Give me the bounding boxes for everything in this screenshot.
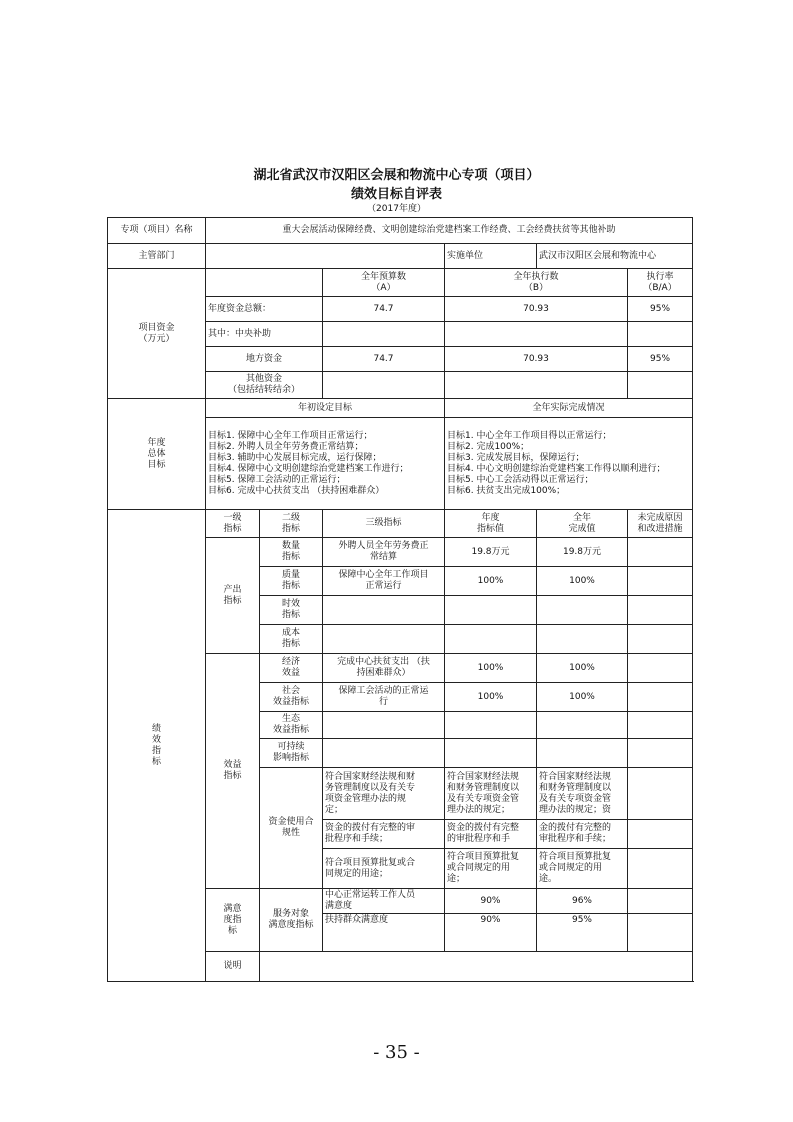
level3-cell: 保障中心全年工作项目 正常运行	[323, 567, 445, 596]
funds-row-label: 其他资金 （包括结转结余）	[206, 372, 323, 399]
dept-label: 主管部门	[108, 244, 206, 269]
level2-cell: 质量 指标	[260, 567, 323, 596]
level2-header: 二级 指标	[260, 510, 323, 538]
reason-cell	[628, 889, 693, 914]
reason-header: 未完成原因 和改进措施	[628, 510, 693, 538]
col-budget-header: 全年预算数 （A）	[323, 269, 445, 297]
target-cell: 符合项目预算批复 或合同规定的用 途；	[445, 849, 537, 889]
funds-exec: 70.93	[445, 297, 628, 322]
done-cell: 100%	[537, 654, 628, 683]
reason-cell	[628, 820, 693, 849]
actual-goals-text: 目标1. 中心全年工作项目得以正常运行； 目标2. 完成100%； 目标3. 完成发展目标，保障运行； 目标4. 中心文明创建综治党建档案工作得以顺利进行； 目标5. 中心工会活动得以正常运行； 目标6. 扶贫支出完成100%；	[445, 418, 693, 510]
target-cell	[445, 739, 537, 768]
col-exec-header: 全年执行数 （B）	[445, 269, 628, 297]
level3-cell	[323, 625, 445, 654]
benefit-indicators-label: 效益 指标	[206, 654, 260, 889]
planned-goals-header: 年初设定目标	[206, 399, 445, 418]
done-cell: 符合项目预算批复 或合同规定的用 途。	[537, 849, 628, 889]
level2-cell: 成本 指标	[260, 625, 323, 654]
funds-rate: 95%	[628, 297, 693, 322]
funds-budget	[323, 322, 445, 347]
done-cell: 19.8万元	[537, 538, 628, 567]
done-cell: 符合国家财经法规 和财务管理制度以 及有关专项资金管 理办法的规定；资	[537, 768, 628, 820]
target-cell: 90%	[445, 889, 537, 914]
note-value	[260, 952, 693, 982]
table-row	[108, 269, 693, 297]
target-cell	[445, 625, 537, 654]
dept-value	[206, 244, 445, 269]
reason-cell	[628, 712, 693, 739]
level3-cell	[323, 712, 445, 739]
funds-budget	[323, 372, 445, 399]
form-year: （2017年度）	[367, 204, 426, 214]
target-cell	[445, 596, 537, 625]
reason-cell	[628, 683, 693, 712]
unit-label: 实施单位	[445, 244, 537, 269]
planned-goals-text: 目标1. 保障中心全年工作项目正常运行； 目标2. 外聘人员全年劳务费正常结算； 目标3. 辅助中心发展目标完成，运行保障； 目标4. 保障中心文明创建综治党建档案工作进行； 目标5. 保障工会活动的正常运行； 目标6. 完成中心扶贫支出 （扶持困难群众）	[206, 418, 445, 510]
table-row	[108, 218, 693, 244]
funds-label: 项目资金 （万元）	[108, 269, 206, 399]
funds-budget: 74.7	[323, 297, 445, 322]
reason-cell	[628, 739, 693, 768]
table-row	[108, 244, 693, 269]
output-indicators-label: 产出 指标	[206, 538, 260, 654]
satisfaction-level2-label: 服务对象 满意度指标	[260, 889, 323, 952]
funds-exec	[445, 322, 628, 347]
satisfaction-indicators-label: 满意 度指 标	[206, 889, 260, 952]
unit-value: 武汉市汉阳区会展和物流中心	[537, 244, 693, 269]
level2-cell: 生态 效益指标	[260, 712, 323, 739]
level3-header: 三级指标	[323, 510, 445, 538]
done-cell: 金的拨付有完整的 审批程序和手续；	[537, 820, 628, 849]
level3-cell	[323, 596, 445, 625]
project-name-label: 专项（项目）名称	[108, 218, 206, 244]
level3-cell: 资金的拨付有完整的审 批程序和手续；	[323, 820, 445, 849]
level2-cell: 经济 效益	[260, 654, 323, 683]
target-cell: 19.8万元	[445, 538, 537, 567]
funds-rate	[628, 322, 693, 347]
level3-cell: 符合项目预算批复或合 同规定的用途；	[323, 849, 445, 889]
level3-cell: 符合国家财经法规和财 务管理制度以及有关专 项资金管理办法的规 定；	[323, 768, 445, 820]
done-header: 全年 完成值	[537, 510, 628, 538]
reason-cell	[628, 625, 693, 654]
funds-row-label: 年度资金总额：	[206, 297, 323, 322]
done-cell: 100%	[537, 567, 628, 596]
funds-row-label: 其中：中央补助	[206, 322, 323, 347]
target-cell: 100%	[445, 683, 537, 712]
evaluation-table	[107, 217, 693, 982]
done-cell: 100%	[537, 683, 628, 712]
reason-cell	[628, 768, 693, 820]
form-title: 湖北省武汉市汉阳区会展和物流中心专项（项目）	[253, 168, 540, 183]
goals-label: 年度 总体 目标	[108, 399, 206, 510]
done-cell	[537, 625, 628, 654]
level1-header: 一级 指标	[206, 510, 260, 538]
level3-cell: 外聘人员全年劳务费正 常结算	[323, 538, 445, 567]
project-name-value: 重大会展活动保障经费、文明创建综治党建档案工作经费、工会经费扶贫等其他补助	[206, 218, 693, 244]
target-cell: 90%	[445, 914, 537, 952]
level3-cell: 扶持群众满意度	[323, 914, 445, 952]
note-label: 说明	[206, 952, 260, 982]
funds-rate: 95%	[628, 347, 693, 372]
level3-cell: 保障工会活动的正常运 行	[323, 683, 445, 712]
done-cell	[537, 712, 628, 739]
level2-cell: 数量 指标	[260, 538, 323, 567]
done-cell: 96%	[537, 889, 628, 914]
reason-cell	[628, 914, 693, 952]
reason-cell	[628, 596, 693, 625]
target-cell: 符合国家财经法规 和财务管理制度以 及有关专项资金管 理办法的规定；	[445, 768, 537, 820]
col-rate-header: 执行率 （B/A）	[628, 269, 693, 297]
actual-goals-header: 全年实际完成情况	[445, 399, 693, 418]
target-cell: 100%	[445, 654, 537, 683]
done-cell: 95%	[537, 914, 628, 952]
reason-cell	[628, 567, 693, 596]
reason-cell	[628, 849, 693, 889]
level3-cell	[323, 739, 445, 768]
table-row	[108, 510, 693, 538]
done-cell	[537, 596, 628, 625]
level3-cell: 中心正常运转工作人员 满意度	[323, 889, 445, 914]
indicators-label: 绩 效 指 标	[108, 510, 206, 982]
table-row	[108, 399, 693, 418]
done-cell	[537, 739, 628, 768]
compliance-label: 资金使用合 规性	[260, 768, 323, 889]
funds-exec	[445, 372, 628, 399]
level2-cell: 时效 指标	[260, 596, 323, 625]
level3-cell: 完成中心扶贫支出 （扶 持困难群众）	[323, 654, 445, 683]
level2-cell: 社会 效益指标	[260, 683, 323, 712]
reason-cell	[628, 538, 693, 567]
funds-rate	[628, 372, 693, 399]
form-subtitle: 绩效目标自评表	[350, 187, 442, 202]
funds-row-label: 地方资金	[206, 347, 323, 372]
page-number: - 35 -	[373, 1042, 420, 1063]
level2-cell: 可持续 影响指标	[260, 739, 323, 768]
target-cell	[445, 712, 537, 739]
reason-cell	[628, 654, 693, 683]
target-cell: 100%	[445, 567, 537, 596]
target-cell: 资金的拨付有完整 的审批程序和手	[445, 820, 537, 849]
funds-exec: 70.93	[445, 347, 628, 372]
target-header: 年度 指标值	[445, 510, 537, 538]
funds-budget: 74.7	[323, 347, 445, 372]
